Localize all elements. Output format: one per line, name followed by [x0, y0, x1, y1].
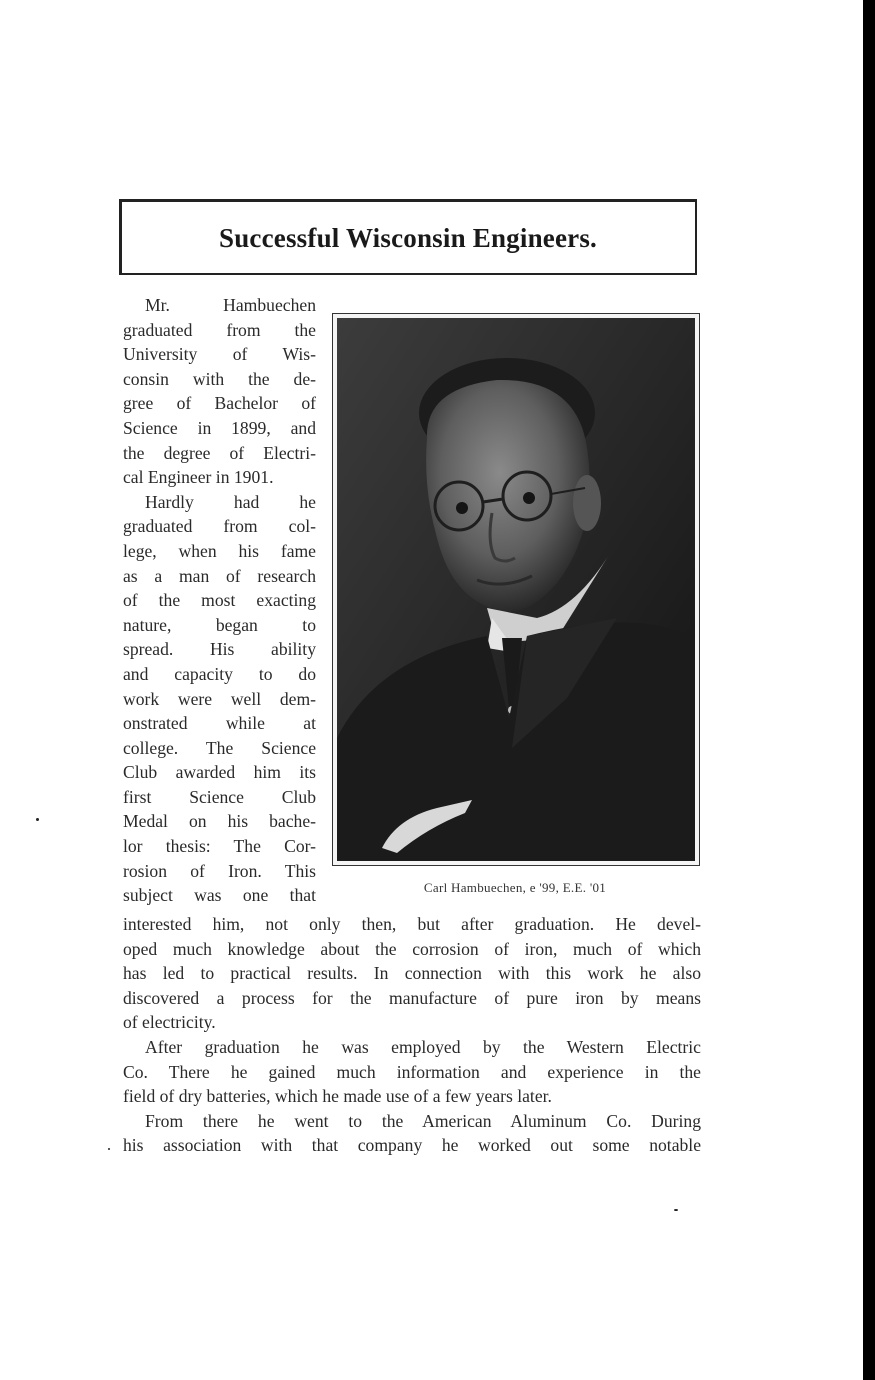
text-line: Science in 1899, and — [123, 417, 316, 438]
article-title: Successful Wisconsin Engineers. — [218, 223, 598, 253]
text-line: gree of Bachelor of — [123, 393, 316, 414]
text-line: first Science Club — [123, 786, 316, 807]
text-line: University of Wis- — [123, 344, 316, 365]
text-line: oped much knowledge about the corrosion of iron, much of which — [123, 938, 701, 959]
text-line: From there he went to the American Aluminum Co. During — [145, 1110, 701, 1131]
text-line: has led to practical results. In connection with this work he also — [123, 963, 701, 984]
text-line: nature, began to — [123, 614, 316, 635]
text-line: his association with that company he worked out some notable — [123, 1135, 701, 1156]
text-line: graduated from the — [123, 319, 316, 340]
text-line: lor thesis: The Cor- — [123, 836, 316, 857]
text-line: and capacity to do — [123, 663, 316, 684]
portrait-frame — [332, 313, 700, 866]
scan-speck — [36, 818, 39, 821]
page-edge — [863, 0, 875, 1380]
text-line: cal Engineer in 1901. — [123, 467, 274, 488]
text-line: lege, when his fame — [123, 540, 316, 561]
text-line: Hardly had he — [145, 491, 316, 512]
text-line: discovered a process for the manufacture of pure iron by means — [123, 987, 701, 1008]
text-line: of the most exacting — [123, 590, 316, 611]
text-line: Co. There he gained much information and experience in the — [123, 1061, 701, 1082]
text-line: rosion of Iron. This — [123, 860, 316, 881]
text-line: Medal on his bache- — [123, 811, 316, 832]
portrait-illustration — [337, 318, 695, 861]
narrow-column — [123, 293, 316, 908]
text-line: field of dry batteries, which he made use of a few years later. — [123, 1086, 552, 1107]
text-line: spread. His ability — [123, 639, 316, 660]
scan-speck — [108, 1148, 110, 1150]
text-line: consin with the de- — [123, 368, 316, 389]
scan-speck — [674, 1209, 678, 1211]
text-line: graduated from col- — [123, 516, 316, 537]
text-line: Club awarded him its — [123, 762, 316, 783]
text-line: After graduation he was employed by the Western Electric — [145, 1036, 701, 1057]
title-box — [119, 199, 697, 275]
text-line: as a man of research — [123, 565, 316, 586]
text-line: onstrated while at — [123, 713, 316, 734]
text-line: college. The Science — [123, 737, 316, 758]
text-line: Mr. Hambuechen — [145, 295, 316, 315]
portrait-photo — [337, 318, 695, 861]
wide-column — [123, 912, 701, 1158]
text-line: interested him, not only then, but after graduation. He devel- — [123, 914, 701, 934]
text-line: of electricity. — [123, 1012, 216, 1033]
text-line: the degree of Electri- — [123, 442, 316, 463]
photo-caption: Carl Hambuechen, e '99, E.E. '01 — [423, 880, 607, 895]
text-line: work were well dem- — [123, 688, 316, 709]
text-line: subject was one that — [123, 885, 316, 906]
